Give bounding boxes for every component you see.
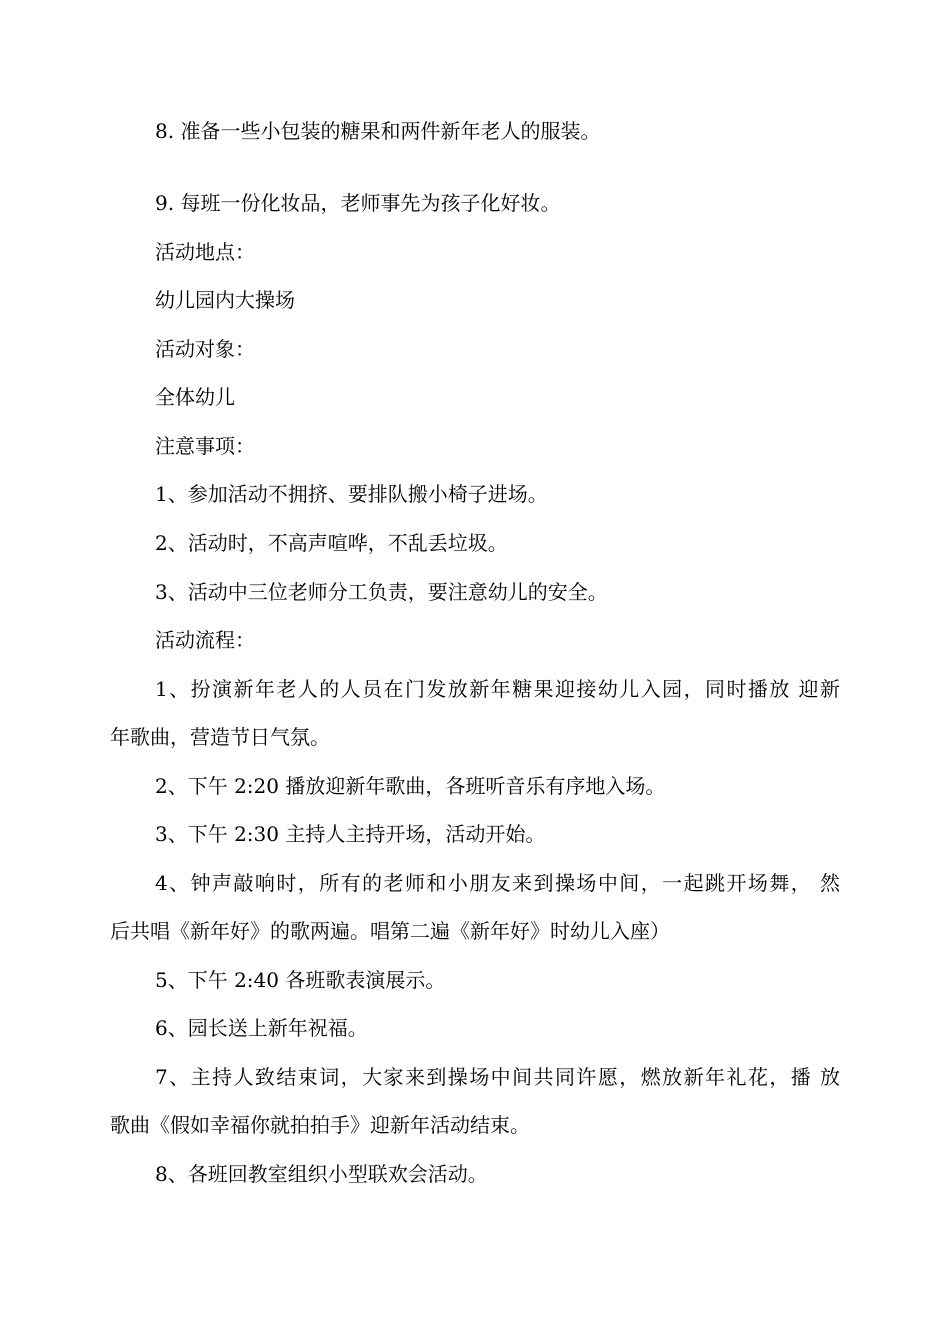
process-item-7-line1: 7、主持人致结束词，大家来到操场中间共同许愿，燃放新年礼花，播 放 — [155, 1065, 840, 1089]
audience-text: 全体幼儿 — [155, 385, 235, 409]
heading-process: 活动流程： — [155, 628, 255, 652]
heading-audience: 活动对象： — [155, 337, 255, 361]
process-item-3: 3、下午 2:30 主持人主持开场，活动开始。 — [155, 822, 546, 846]
process-item-4-line1: 4、钟声敲响时，所有的老师和小朋友来到操场中间，一起跳开场舞， 然 — [155, 871, 840, 895]
process-item-1-line1: 1、扮演新年老人的人员在门发放新年糖果迎接幼儿入园，同时播放 迎新 — [155, 677, 840, 701]
note-item-3: 3、活动中三位老师分工负责，要注意幼儿的安全。 — [155, 580, 608, 604]
list-item-prep-9: 9. 每班一份化妆品，老师事先为孩子化好妆。 — [155, 191, 561, 215]
heading-location: 活动地点： — [155, 240, 255, 264]
process-item-1-line2: 年歌曲，营造节日气氛。 — [110, 725, 330, 749]
process-item-2: 2、下午 2:20 播放迎新年歌曲，各班听音乐有序地入场。 — [155, 774, 666, 798]
note-item-2: 2、活动时，不高声喧哗，不乱丢垃圾。 — [155, 531, 508, 555]
process-item-8: 8、各班回教室组织小型联欢会活动。 — [155, 1162, 488, 1186]
process-item-4-line2: 后共唱《新年好》的歌两遍。唱第二遍《新年好》时幼儿入座） — [110, 919, 670, 943]
location-text: 幼儿园内大操场 — [155, 288, 295, 312]
list-item-prep-8: 8. 准备一些小包装的糖果和两件新年老人的服装。 — [155, 119, 601, 143]
process-item-6: 6、园长送上新年祝福。 — [155, 1016, 368, 1040]
process-item-7-line2: 歌曲《假如幸福你就拍拍手》迎新年活动结束。 — [110, 1113, 530, 1137]
process-item-5: 5、下午 2:40 各班歌表演展示。 — [155, 968, 446, 992]
heading-notes: 注意事项： — [155, 434, 255, 458]
note-item-1: 1、参加活动不拥挤、要排队搬小椅子进场。 — [155, 482, 548, 506]
